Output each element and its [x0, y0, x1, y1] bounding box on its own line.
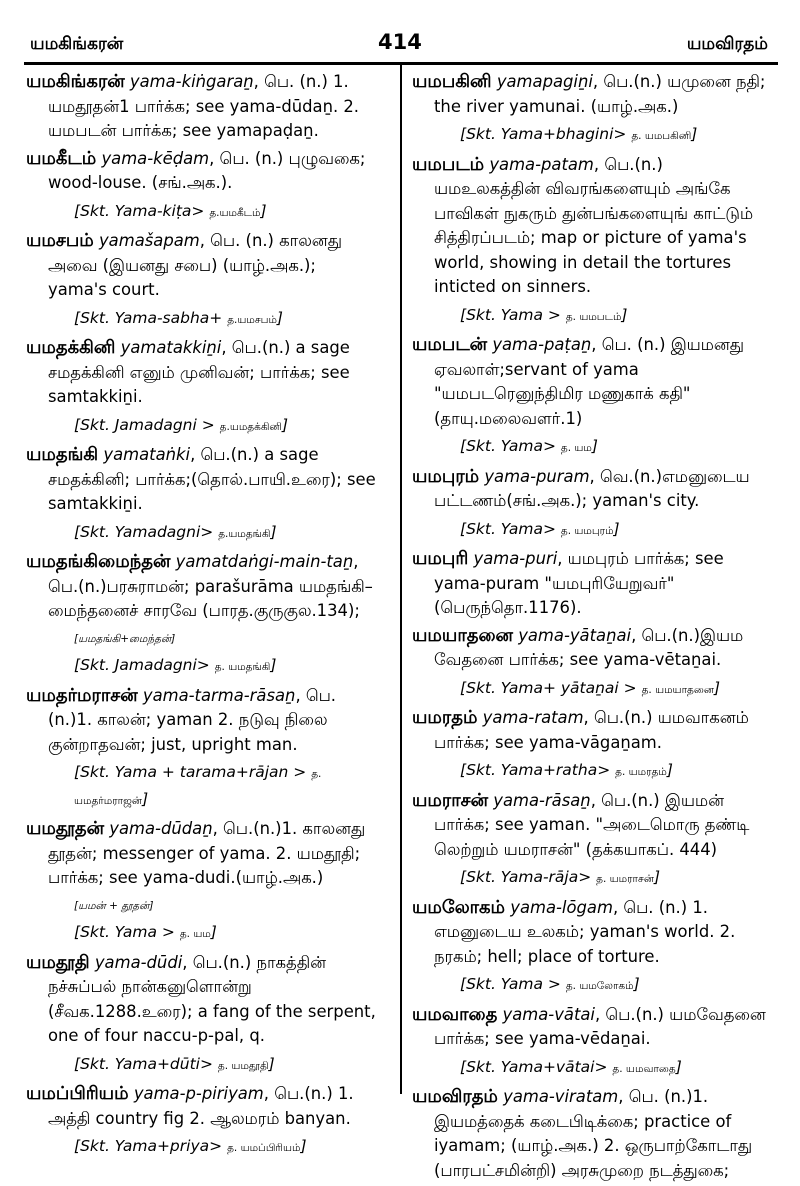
etymology-source: Skt. Yama >	[80, 923, 175, 941]
etymology-tamil: த. யமப்பிரியம்	[227, 1142, 301, 1154]
etymology-source: Skt. Yama-kiṭa>	[80, 201, 205, 220]
definition: , பெ.(n.) a sage சமதக்கினி; பார்க்க;(தொல்.பாயி.உரை); see samtakkiṉi.	[48, 445, 376, 513]
etymology-tamil: த. யமவாதை	[612, 1062, 676, 1075]
headword: யமதர்மராசன்	[26, 684, 138, 706]
transliteration: yama-rāsaṉ	[493, 790, 591, 810]
dictionary-entry	[26, 229, 378, 303]
definition: , பெ.(n.) யமஉலகத்தின் விவரங்களையும் அங்கே பாவிகள் நுகரும் துன்பங்களையுங் காட்டும் சித்திரப்படம்; map or picture of yama's world, showing in detail the tortures inticted on sinners.	[434, 154, 754, 296]
dictionary-entry	[26, 147, 378, 196]
dictionary-entry	[412, 153, 770, 300]
etymology: [Skt. Yama> த. யம]	[460, 437, 598, 455]
dictionary-entry	[412, 624, 770, 673]
headword: யமதூதன்	[26, 818, 105, 839]
etymology: [Skt. Yama-sabha+ த.யமசபம்]	[74, 308, 283, 327]
dictionary-entry	[412, 547, 770, 621]
transliteration: yama-yātaṉai	[518, 625, 632, 645]
dictionary-entry	[26, 1082, 378, 1131]
etymology-tamil: த. யமயாதனை	[641, 683, 715, 696]
headword: யமபடன்	[412, 334, 488, 355]
dictionary-entry	[26, 443, 378, 517]
definition: , பெ.(n.)1. காலனது தூதன்; messenger of yama. 2. யமதூதி; பார்க்க; see yama-dudi.(யாழ்.அக.)	[48, 819, 366, 887]
etymology-tamil: த. யமதங்கி	[214, 661, 271, 673]
transliteration: yama-dūdaṉ	[109, 819, 213, 838]
etymology: [Skt. Yama + tarama+rājan > த. யமதர்மராஜன்]	[74, 763, 322, 808]
headword: யமதங்கி	[26, 444, 99, 465]
transliteration: yama-puram	[484, 466, 590, 486]
etymology: [Skt. Yama+priya> த. யமப்பிரியம்]	[74, 1137, 307, 1155]
etymology-tamil: த. யமதர்மராஜன்	[74, 768, 322, 807]
etymology: [Skt. Yama > த. யமலோகம்]	[460, 975, 640, 993]
dictionary-entry	[412, 1003, 770, 1052]
etymology-source: Skt. Yama + tarama+rājan >	[80, 763, 307, 781]
etymology-source: Skt. Yama+priya>	[80, 1137, 223, 1155]
transliteration: yama-dūdi	[94, 952, 183, 972]
column-divider	[400, 64, 402, 1094]
etymology-tamil: த. யமபுரம்	[560, 524, 614, 537]
dictionary-entry	[26, 336, 378, 410]
transliteration: yama-puri	[473, 549, 558, 568]
transliteration: yamašapam	[98, 231, 200, 250]
etymology-tamil: த.யமகீடம்	[209, 206, 261, 219]
compound-note: [யமதங்கி+மைந்தன்]	[74, 632, 176, 645]
transliteration: yama-paṭaṉ	[492, 335, 592, 354]
headword: யமதக்கினி	[26, 337, 116, 358]
dictionary-entry	[412, 465, 770, 514]
definition: , பெ. (n.) 1. யமதூதன்1 பார்க்க; see yama-dūdaṉ. 2. யமபடன் பார்க்க; see yamapaḍaṉ.	[48, 72, 360, 140]
transliteration: yamatakkiṉi	[120, 338, 222, 357]
definition: , பெ.(n.) யமவாகனம் பார்க்க; see yama-vāgaṉam.	[434, 708, 749, 752]
headword: யமபகினி	[412, 71, 492, 92]
etymology: [Skt. Yama > த. யமபடம்]	[460, 305, 628, 324]
compound-note: [யமன் + தூதன்]	[74, 899, 154, 912]
etymology-tamil: த.யமசபம்	[227, 313, 277, 326]
definition: , பெ.(n.)1. காலன்; yaman 2. நடுவு நிலை குன்றாதவன்; just, upright man.	[48, 685, 337, 754]
etymology: [Skt. Yama-rāja> த. யமராசன்]	[460, 868, 661, 886]
dictionary-entry	[26, 951, 378, 1049]
etymology: [Skt. Jamadagni > த.யமதக்கினி]	[74, 415, 289, 434]
transliteration: yamataṅki	[103, 445, 191, 464]
etymology: [Skt. Yama+ yātaṉai > த. யமயாதனை]	[460, 678, 721, 697]
etymology-tamil: த. யமதூதி	[217, 1059, 269, 1072]
etymology: [Skt. Yama+dūti> த. யமதூதி]	[74, 1054, 275, 1073]
dictionary-entry	[26, 684, 378, 758]
transliteration: yamatdaṅgi-main-taṉ	[175, 552, 354, 571]
etymology-source: Skt. Yama+vātai>	[466, 1057, 608, 1076]
etymology-source: Skt. Yama>	[466, 437, 556, 455]
headword: யமசபம்	[26, 230, 94, 251]
etymology-source: Skt. Yama+ yātaṉai >	[466, 678, 637, 697]
definition: , பெ. (n.) காலனது அவை (இயனது சபை) (யாழ்.அக.); yama's court.	[48, 231, 342, 299]
transliteration: yama-patam	[489, 154, 594, 174]
right-column	[412, 70, 770, 1186]
definition: , யமபுரம் பார்க்க; see yama-puram "யமபுரியேறுவர்" (பெருந்தொ.1176).	[434, 549, 724, 617]
right-guide-word: யமவிரதம்	[686, 34, 768, 54]
etymology-source: Skt. Jamadagni>	[80, 656, 210, 674]
headword: யமபுரம்	[412, 465, 480, 487]
transliteration: yama-tarma-rāsaṉ	[142, 685, 296, 705]
dictionary-entry	[26, 817, 378, 891]
etymology-tamil: த.யமதக்கினி	[219, 420, 282, 433]
etymology: [Skt. Yamadagni> த.யமதங்கி]	[74, 522, 277, 541]
transliteration: yama-kēḍam	[101, 148, 210, 168]
etymology-tamil: த.யமதங்கி	[218, 527, 271, 540]
etymology: [Skt. Jamadagni> த. யமதங்கி]	[74, 656, 277, 674]
transliteration: yama-kiṅgaraṉ	[129, 72, 254, 91]
etymology-source: Skt. Yama+bhagini>	[466, 125, 627, 143]
etymology-tamil: த. யமபடம்	[565, 310, 622, 323]
etymology-source: Skt. Yama>	[466, 519, 556, 538]
compound-note-text: யமதங்கி+மைந்தன்	[78, 632, 172, 645]
etymology-source: Skt. Yama >	[466, 305, 561, 324]
definition: , பெ. (n.) இயமனது ஏவலாள்;servant of yama "யமபடரெனுந்திமிர மணுகாக் கதி" (தாயு.மலைவளர்.1)	[434, 335, 744, 428]
etymology-tamil: த. யமலோகம்	[565, 980, 634, 992]
compound-note-text: யமன் + தூதன்	[78, 899, 150, 912]
headword: யமகீடம்	[26, 147, 97, 169]
page-header	[0, 0, 800, 60]
definition: , பெ.(n.) யமுனை நதி; the river yamunai. (யாழ்.அக.)	[434, 72, 766, 116]
transliteration: yama-lōgam	[510, 897, 613, 917]
etymology-source: Skt. Yama >	[466, 975, 561, 993]
headword: யமராசன்	[412, 789, 489, 811]
etymology-tamil: த. யமரதம்	[615, 766, 667, 778]
headword: யமவாதை	[412, 1003, 498, 1025]
dictionary-entry	[412, 896, 770, 970]
etymology-source: Skt. Yamadagni>	[80, 522, 214, 541]
etymology-tamil: த. யம	[560, 442, 592, 454]
etymology: [Skt. Yama> த. யமபுரம்]	[460, 519, 620, 538]
headword: யமகிங்கரன்	[26, 71, 125, 92]
etymology-source: Skt. Yama+dūti>	[80, 1054, 213, 1073]
etymology-source: Skt. Yama-rāja>	[466, 868, 592, 886]
definition: , பெ. (n.) புழுவகை; wood-louse. (சங்.அக.).	[48, 148, 366, 192]
dictionary-entry	[26, 70, 378, 144]
dictionary-entry	[412, 333, 770, 431]
headword: யமதங்கிமைந்தன்	[26, 551, 171, 572]
definition: , பெ. (n.) 1. எமனுடைய உலகம்; yaman's world. 2. நரகம்; hell; place of torture.	[434, 897, 736, 966]
etymology: [Skt. Yama-kiṭa> த.யமகீடம்]	[74, 201, 267, 220]
left-guide-word: யமகிங்கரன்	[30, 34, 124, 54]
definition: , பெ.(n.) a sage சமதக்கினி எனும் முனிவன்; பார்க்க; see samtakkiṉi.	[48, 338, 350, 406]
definition: , பெ.(n.)பரசுராமன்; parašurāma யமதங்கி– மைந்தனைச் சாரவே (பாரத.குருகுல.134);	[48, 552, 373, 620]
definition: , பெ.(n.)இயம வேதனை பார்க்க; see yama-vētaṉai.	[434, 625, 744, 669]
etymology: [Skt. Yama+ratha> த. யமரதம்]	[460, 761, 673, 779]
headword: யமதூதி	[26, 951, 90, 973]
etymology: [Skt. Yama+vātai> த. யமவாதை]	[460, 1057, 682, 1076]
etymology-tamil: த. யமபகினி	[631, 130, 692, 142]
dictionary-entry	[412, 706, 770, 755]
definition: , பெ. (n.)1. இயமத்தைக் கடைபிடிக்கை; practice of iyamam; (யாழ்.அக.) 2. ஒருபாற்கோடாது (பாரபட்சமின்றி) அரசுமுறை நடத்துகை;	[434, 1087, 753, 1180]
definition: , பெ.(n.) இயமன் பார்க்க; see yaman. "அடைமொரு தண்டி லெற்றும் யமராசன்" (தக்கயாகப். 444)	[434, 790, 750, 859]
transliteration: yama-vātai	[502, 1004, 595, 1024]
headword: யமரதம்	[412, 707, 478, 728]
headword: யமப்பிரியம்	[26, 1083, 129, 1104]
etymology-source: Skt. Yama+ratha>	[466, 761, 611, 779]
etymology-tamil: த. யமராசன்	[596, 873, 655, 885]
etymology-source: Skt. Jamadagni >	[80, 415, 215, 434]
dictionary-entry	[412, 789, 770, 863]
headword: யமலோகம்	[412, 896, 506, 918]
left-column	[26, 70, 378, 1165]
definition: , பெ.(n.) நாகத்தின் நச்சுப்பல் நான்கனுளொன்று (சீவக.1288.உரை); a fang of the serpent, one of four naccu-p-pal, q.	[48, 952, 376, 1045]
headword: யமயாதனை	[412, 624, 513, 646]
page-number: 414	[378, 30, 422, 54]
transliteration: yama-viratam	[503, 1087, 619, 1106]
dictionary-entry	[412, 70, 770, 119]
headword: யமபுரி	[412, 548, 469, 569]
etymology: [Skt. Yama > த. யம]	[74, 923, 217, 941]
etymology-tamil: த. யம	[179, 928, 211, 940]
etymology: [Skt. Yama+bhagini> த. யமபகினி]	[460, 125, 698, 143]
transliteration: yama-ratam	[482, 708, 584, 727]
dictionary-entry	[26, 550, 378, 624]
transliteration: yamapagiṉi	[496, 72, 593, 91]
headword: யமவிரதம்	[412, 1086, 498, 1107]
definition: , பெ.(n.) 1. அத்தி country fig 2. ஆலமரம் banyan.	[48, 1084, 354, 1128]
headword: யமபடம்	[412, 153, 485, 175]
etymology-source: Skt. Yama-sabha+	[80, 308, 223, 327]
definition: , வெ.(n.)எமனுடைய பட்டணம்(சங்.அக.); yaman's city.	[434, 466, 750, 510]
transliteration: yama-p-piriyam	[133, 1084, 264, 1103]
definition: , பெ.(n.) யமவேதனை பார்க்க; see yama-vēdaṉai.	[434, 1004, 766, 1048]
